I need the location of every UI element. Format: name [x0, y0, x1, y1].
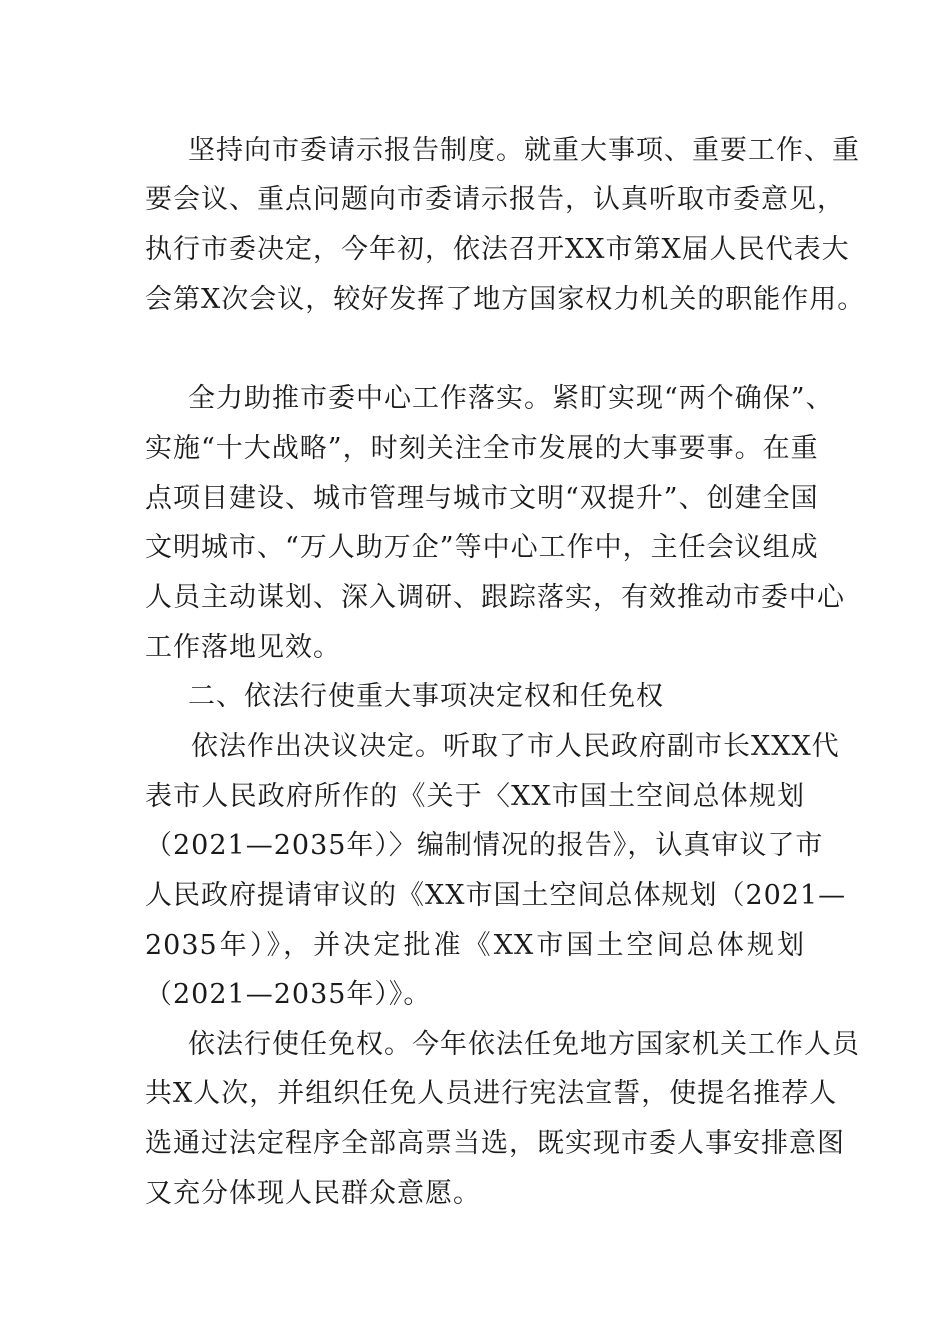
section-heading: 二、依法行使重大事项决定权和任免权 [188, 681, 664, 712]
paragraph-line: 共X人次，并组织任免人员进行宪法宣誓，使提名推荐人 [145, 1078, 838, 1109]
paragraph-line: 表市人民政府所作的《关于〈XX市国土空间总体规划 [145, 781, 805, 812]
paragraph-line: 依法行使任免权。今年依法任免地方国家机关工作人员 [188, 1029, 860, 1060]
paragraph-line: 会第X次会议，较好发挥了地方国家权力机关的职能作用。 [145, 284, 866, 315]
paragraph-line: 工作落地见效。 [145, 632, 341, 663]
paragraph-line: 人民政府提请审议的《XX市国土空间总体规划（2021— [145, 880, 847, 911]
paragraph-line: 文明城市、“万人助万企”等中心工作中，主任会议组成 [145, 532, 819, 563]
paragraph-line: 要会议、重点问题向市委请示报告，认真听取市委意见， [145, 184, 845, 215]
paragraph-line: 2035年）》，并决定批准《XX市国土空间总体规划 [145, 930, 805, 961]
paragraph-line: （2021—2035年）》。 [145, 979, 432, 1010]
paragraph-line: 选通过法定程序全部高票当选，既实现市委人事安排意图 [145, 1128, 845, 1159]
paragraph-line: 执行市委决定，今年初，依法召开XX市第X届人民代表大 [145, 234, 850, 265]
paragraph-line: 全力助推市委中心工作落实。紧盯实现“两个确保”、 [188, 383, 834, 414]
paragraph-line: 坚持向市委请示报告制度。就重大事项、重要工作、重 [188, 135, 860, 166]
paragraph-line: 实施“十大战略”，时刻关注全市发展的大事要事。在重 [145, 433, 819, 464]
paragraph-line: （2021—2035年）〉编制情况的报告》，认真审议了市 [145, 830, 824, 861]
paragraph-line: 依法作出决议决定。听取了市人民政府副市长XXX代 [191, 731, 840, 762]
paragraph-line: 人员主动谋划、深入调研、跟踪落实，有效推动市委中心 [145, 582, 845, 613]
paragraph-line: 又充分体现人民群众意愿。 [145, 1178, 481, 1209]
paragraph-line: 点项目建设、城市管理与城市文明“双提升”、创建全国 [145, 483, 819, 514]
